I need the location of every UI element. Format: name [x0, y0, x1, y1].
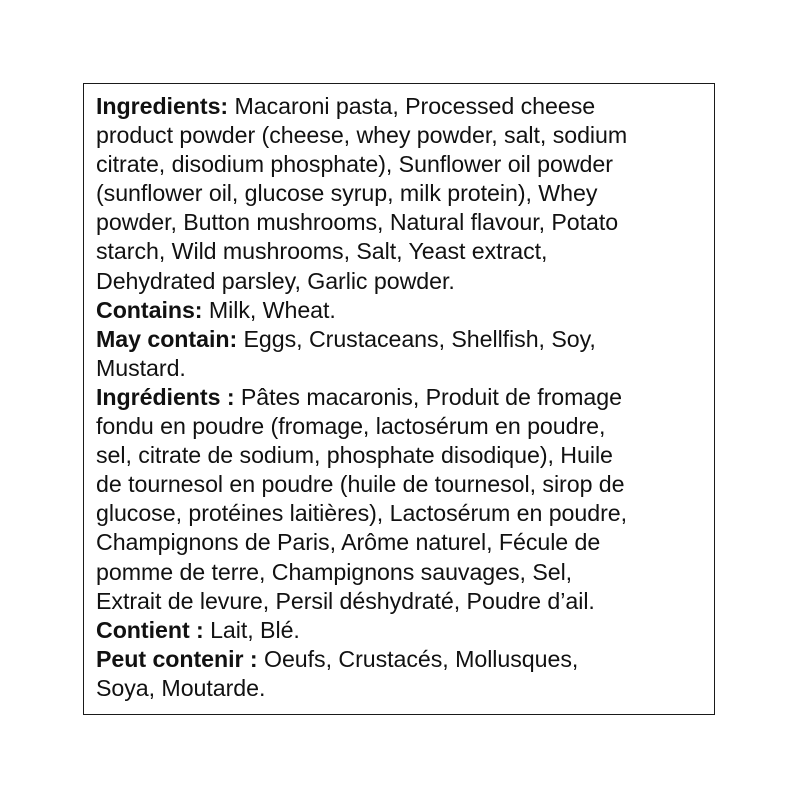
label-line [96, 674, 704, 703]
line-text: Lait, Blé. [203, 616, 300, 643]
line-text: product powder (cheese, whey powder, salt, sodium [96, 122, 628, 149]
label-line [96, 121, 704, 150]
line-text: Soya, Moutarde. [96, 674, 266, 701]
may-contain-heading-en: May contain: [96, 325, 238, 352]
label-line [96, 296, 704, 325]
line-text: (sunflower oil, glucose syrup, milk protein), Whey [96, 180, 598, 207]
label-line [96, 470, 704, 499]
line-text: glucose, protéines laitières), Lactosérum en poudre, [96, 500, 628, 527]
line-text: Eggs, Crustaceans, Shellfish, Soy, [237, 325, 596, 352]
label-line [96, 179, 704, 208]
line-text: Macaroni pasta, Processed cheese [228, 93, 596, 119]
line-text: pomme de terre, Champignons sauvages, Sel, [96, 558, 573, 585]
ingredients-label [83, 83, 715, 715]
label-line [96, 150, 704, 179]
line-text: Milk, Wheat. [202, 296, 336, 323]
label-line [96, 354, 704, 383]
ingredients-heading-fr: Ingrédients : [96, 383, 235, 410]
ingredients-heading-en: Ingredients: [96, 93, 229, 119]
label-line [96, 325, 704, 354]
line-text: starch, Wild mushrooms, Salt, Yeast extract, [96, 238, 548, 265]
label-line [96, 383, 704, 412]
line-text: Dehydrated parsley, Garlic powder. [96, 267, 455, 294]
line-text: Extrait de levure, Persil déshydraté, Poudre d’ail. [96, 587, 595, 614]
label-line [96, 499, 704, 528]
label-line [96, 528, 704, 557]
label-line [96, 237, 704, 266]
label-line [96, 558, 704, 587]
contains-heading-fr: Contient : [96, 616, 204, 643]
line-text: Champignons de Paris, Arôme naturel, Fécule de [96, 529, 601, 556]
line-text: Mustard. [96, 354, 186, 381]
contains-heading-en: Contains: [96, 296, 203, 323]
line-text: fondu en poudre (fromage, lactosérum en poudre, [96, 413, 606, 440]
label-line [96, 645, 704, 674]
label-line [96, 267, 704, 296]
may-contain-heading-fr: Peut contenir : [96, 645, 258, 672]
label-line [96, 616, 704, 645]
label-line [96, 92, 704, 121]
label-line [96, 412, 704, 441]
label-line [96, 208, 704, 237]
label-line [96, 441, 704, 470]
line-text: Pâtes macaronis, Produit de fromage [234, 383, 622, 410]
label-line [96, 587, 704, 616]
line-text: powder, Button mushrooms, Natural flavour, Potato [96, 209, 619, 236]
line-text: de tournesol en poudre (huile de tournesol, sirop de [96, 471, 625, 498]
line-text: sel, citrate de sodium, phosphate disodique), Huile [96, 442, 613, 469]
line-text: Oeufs, Crustacés, Mollusques, [257, 645, 579, 672]
line-text: citrate, disodium phosphate), Sunflower oil powder [96, 151, 613, 178]
